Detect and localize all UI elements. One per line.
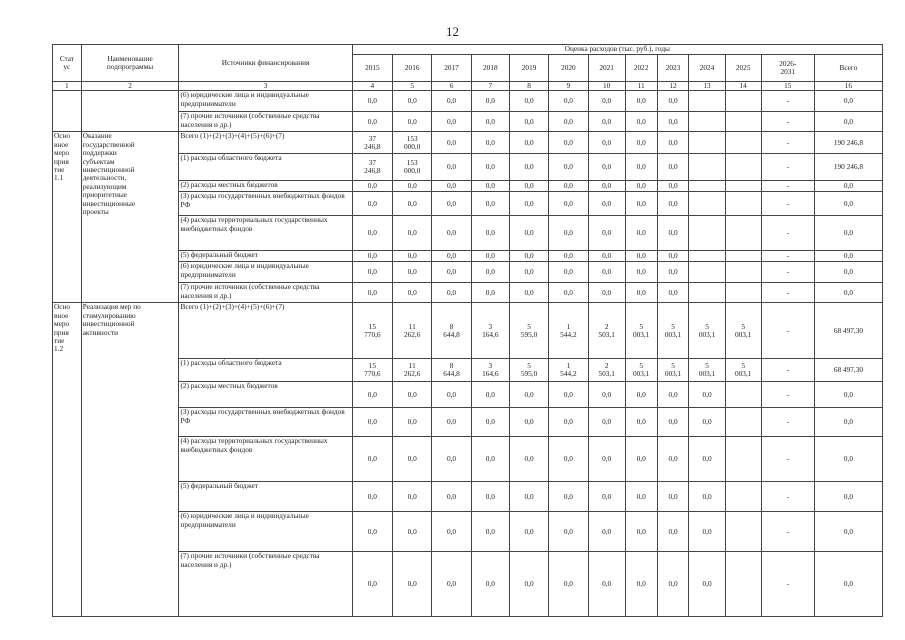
- value-cell: 5 003,1: [625, 303, 657, 359]
- value-cell: [689, 154, 725, 181]
- value-cell: 0,0: [657, 91, 689, 112]
- value-cell: 153 000,0: [393, 132, 432, 154]
- value-cell: -: [761, 216, 814, 251]
- value-cell: 0,0: [588, 408, 625, 437]
- status-header: Стат ус: [53, 45, 82, 82]
- value-cell: 0,0: [471, 382, 509, 408]
- value-cell: 0,0: [432, 408, 471, 437]
- page-number: 12: [446, 24, 459, 39]
- value-cell: 0,0: [588, 181, 625, 192]
- value-cell: 0,0: [509, 382, 548, 408]
- value-cell: 0,0: [625, 91, 657, 112]
- value-cell: 0,0: [432, 154, 471, 181]
- value-cell: 0,0: [471, 154, 509, 181]
- value-cell: 0,0: [814, 482, 882, 512]
- value-cell: 0,0: [588, 283, 625, 303]
- year-header: 2015: [352, 55, 392, 82]
- year-header: 2018: [471, 55, 509, 82]
- value-cell: 0,0: [432, 91, 471, 112]
- value-cell: 3 164,6: [471, 359, 509, 382]
- value-cell: 0,0: [588, 552, 625, 617]
- value-cell: 0,0: [549, 251, 588, 262]
- value-cell: 0,0: [814, 283, 882, 303]
- value-cell: 0,0: [352, 112, 392, 132]
- value-cell: 0,0: [352, 437, 392, 482]
- value-cell: [725, 192, 761, 216]
- subprogram-name: [81, 91, 179, 132]
- column-number: 14: [725, 82, 761, 91]
- value-cell: 0,0: [509, 216, 548, 251]
- value-cell: [725, 91, 761, 112]
- value-cell: 0,0: [689, 482, 725, 512]
- value-cell: -: [761, 91, 814, 112]
- value-cell: 15 770,6: [352, 359, 392, 382]
- value-cell: 0,0: [432, 181, 471, 192]
- value-cell: 0,0: [393, 181, 432, 192]
- funding-source: (7) прочие источники (собственные средства населения и др.): [179, 552, 352, 617]
- value-cell: 0,0: [588, 91, 625, 112]
- value-cell: 190 246,8: [814, 154, 882, 181]
- value-cell: 0,0: [432, 262, 471, 283]
- value-cell: 0,0: [352, 382, 392, 408]
- value-cell: 0,0: [393, 262, 432, 283]
- value-cell: 0,0: [352, 552, 392, 617]
- estimate-header: Оценка расходов (тыс. руб.), годы: [352, 45, 882, 55]
- year-header: 2024: [689, 55, 725, 82]
- value-cell: [725, 262, 761, 283]
- value-cell: 0,0: [588, 437, 625, 482]
- funding-source: (5) федеральный бюджет: [179, 251, 352, 262]
- funding-source: (1) расходы областного бюджета: [179, 359, 352, 382]
- subprogram-header: Наименование подпрограммы: [81, 45, 179, 82]
- year-header: 2020: [549, 55, 588, 82]
- value-cell: [689, 262, 725, 283]
- year-header: 2016: [393, 55, 432, 82]
- year-header: 2019: [509, 55, 548, 82]
- value-cell: 0,0: [689, 437, 725, 482]
- column-number: 4: [352, 82, 392, 91]
- value-cell: 0,0: [432, 482, 471, 512]
- value-cell: 0,0: [549, 512, 588, 552]
- column-number: 2: [81, 82, 179, 91]
- value-cell: 0,0: [471, 181, 509, 192]
- budget-table: [52, 44, 883, 617]
- value-cell: 5 003,1: [689, 359, 725, 382]
- value-cell: [725, 552, 761, 617]
- value-cell: 0,0: [657, 512, 689, 552]
- value-cell: 0,0: [625, 132, 657, 154]
- value-cell: 0,0: [471, 408, 509, 437]
- value-cell: 0,0: [588, 251, 625, 262]
- value-cell: 0,0: [352, 91, 392, 112]
- value-cell: 0,0: [814, 437, 882, 482]
- value-cell: [725, 512, 761, 552]
- value-cell: 0,0: [393, 283, 432, 303]
- value-cell: 0,0: [471, 283, 509, 303]
- value-cell: 1 544,2: [549, 303, 588, 359]
- value-cell: 0,0: [549, 408, 588, 437]
- column-number: 15: [761, 82, 814, 91]
- funding-source: (6) юридические лица и индивидуальные предприниматели: [179, 91, 352, 112]
- value-cell: 0,0: [509, 112, 548, 132]
- column-number: 16: [814, 82, 882, 91]
- value-cell: -: [761, 552, 814, 617]
- value-cell: 0,0: [509, 251, 548, 262]
- value-cell: [689, 251, 725, 262]
- funding-source: (5) федеральный бюджет: [179, 482, 352, 512]
- value-cell: [725, 283, 761, 303]
- value-cell: 0,0: [471, 132, 509, 154]
- value-cell: 1 544,2: [549, 359, 588, 382]
- value-cell: 0,0: [509, 437, 548, 482]
- value-cell: 0,0: [814, 112, 882, 132]
- funding-source: (2) расходы местных бюджетов: [179, 181, 352, 192]
- value-cell: 0,0: [509, 552, 548, 617]
- value-cell: 37 246,8: [352, 154, 392, 181]
- value-cell: 0,0: [393, 216, 432, 251]
- value-cell: 0,0: [352, 512, 392, 552]
- value-cell: 0,0: [432, 382, 471, 408]
- value-cell: 0,0: [393, 512, 432, 552]
- value-cell: 0,0: [657, 408, 689, 437]
- sources-header: Источники финансирования: [179, 45, 352, 82]
- value-cell: 0,0: [432, 512, 471, 552]
- value-cell: 0,0: [588, 482, 625, 512]
- value-cell: 5 595,0: [509, 359, 548, 382]
- value-cell: 0,0: [657, 192, 689, 216]
- funding-source: (1) расходы областного бюджета: [179, 154, 352, 181]
- value-cell: 8 644,8: [432, 359, 471, 382]
- value-cell: 0,0: [471, 192, 509, 216]
- year-header: Всего: [814, 55, 882, 82]
- column-number: 13: [689, 82, 725, 91]
- value-cell: 0,0: [432, 112, 471, 132]
- value-cell: [725, 437, 761, 482]
- funding-source: (6) юридические лица и индивидуальные предприниматели: [179, 262, 352, 283]
- year-header: 2022: [625, 55, 657, 82]
- value-cell: 0,0: [352, 192, 392, 216]
- value-cell: 0,0: [549, 181, 588, 192]
- value-cell: 0,0: [814, 192, 882, 216]
- value-cell: 0,0: [432, 251, 471, 262]
- value-cell: 0,0: [432, 552, 471, 617]
- value-cell: [725, 382, 761, 408]
- subprogram-name: Оказание государственной поддержки субъектам инвестиционной деятельности, реализующим приоритетные инвестиционные проекты: [81, 132, 179, 303]
- header-row: [53, 45, 883, 55]
- value-cell: 0,0: [625, 552, 657, 617]
- funding-source: (4) расходы территориальных государственных внебюджетных фондов: [179, 437, 352, 482]
- value-cell: 0,0: [393, 482, 432, 512]
- value-cell: 0,0: [588, 262, 625, 283]
- value-cell: 0,0: [657, 112, 689, 132]
- value-cell: 0,0: [509, 283, 548, 303]
- value-cell: 5 003,1: [657, 359, 689, 382]
- value-cell: 0,0: [588, 382, 625, 408]
- value-cell: [689, 91, 725, 112]
- funding-source: (2) расходы местных бюджетов: [179, 382, 352, 408]
- value-cell: 0,0: [625, 262, 657, 283]
- value-cell: -: [761, 437, 814, 482]
- value-cell: 0,0: [689, 408, 725, 437]
- year-header: 2017: [432, 55, 471, 82]
- value-cell: [725, 132, 761, 154]
- table-row: [53, 132, 883, 154]
- value-cell: 0,0: [588, 192, 625, 216]
- value-cell: 0,0: [657, 132, 689, 154]
- column-number-row: [53, 82, 883, 91]
- value-cell: -: [761, 262, 814, 283]
- value-cell: 0,0: [549, 216, 588, 251]
- value-cell: 0,0: [352, 408, 392, 437]
- value-cell: 0,0: [657, 262, 689, 283]
- value-cell: 0,0: [588, 132, 625, 154]
- column-number: 1: [53, 82, 82, 91]
- value-cell: 0,0: [625, 154, 657, 181]
- year-header: 2021: [588, 55, 625, 82]
- value-cell: 0,0: [657, 181, 689, 192]
- value-cell: 3 164,6: [471, 303, 509, 359]
- value-cell: 0,0: [549, 437, 588, 482]
- funding-source: (3) расходы государственных внебюджетных фондов РФ: [179, 408, 352, 437]
- value-cell: 0,0: [432, 437, 471, 482]
- value-cell: [725, 482, 761, 512]
- value-cell: 2 503,1: [588, 359, 625, 382]
- value-cell: 5 003,1: [725, 303, 761, 359]
- value-cell: [725, 251, 761, 262]
- value-cell: 0,0: [588, 112, 625, 132]
- value-cell: 0,0: [549, 192, 588, 216]
- value-cell: 0,0: [509, 91, 548, 112]
- value-cell: 0,0: [393, 408, 432, 437]
- value-cell: 0,0: [625, 251, 657, 262]
- value-cell: 0,0: [471, 262, 509, 283]
- year-header: 2023: [657, 55, 689, 82]
- column-number: 7: [471, 82, 509, 91]
- funding-source: (7) прочие источники (собственные средства населения и др.): [179, 112, 352, 132]
- value-cell: 0,0: [393, 552, 432, 617]
- value-cell: 0,0: [549, 382, 588, 408]
- value-cell: 0,0: [549, 132, 588, 154]
- value-cell: 0,0: [625, 512, 657, 552]
- value-cell: 0,0: [814, 552, 882, 617]
- value-cell: [689, 216, 725, 251]
- value-cell: 0,0: [549, 482, 588, 512]
- value-cell: 0,0: [625, 408, 657, 437]
- table-row: [53, 303, 883, 359]
- value-cell: 0,0: [657, 482, 689, 512]
- value-cell: -: [761, 251, 814, 262]
- value-cell: -: [761, 132, 814, 154]
- column-number: 9: [549, 82, 588, 91]
- value-cell: 2 503,1: [588, 303, 625, 359]
- value-cell: 0,0: [393, 112, 432, 132]
- value-cell: 0,0: [549, 91, 588, 112]
- column-number: 11: [625, 82, 657, 91]
- status-cell: Осно вное меро прия тие 1.2: [53, 303, 82, 617]
- value-cell: [725, 154, 761, 181]
- value-cell: 0,0: [814, 382, 882, 408]
- value-cell: [689, 181, 725, 192]
- value-cell: 0,0: [549, 262, 588, 283]
- value-cell: 0,0: [549, 112, 588, 132]
- value-cell: 0,0: [549, 552, 588, 617]
- value-cell: 0,0: [509, 482, 548, 512]
- value-cell: [725, 181, 761, 192]
- value-cell: 153 000,0: [393, 154, 432, 181]
- value-cell: 0,0: [689, 382, 725, 408]
- value-cell: 0,0: [657, 154, 689, 181]
- column-number: 6: [432, 82, 471, 91]
- value-cell: 0,0: [549, 154, 588, 181]
- value-cell: 0,0: [689, 552, 725, 617]
- value-cell: 0,0: [471, 91, 509, 112]
- value-cell: 0,0: [509, 262, 548, 283]
- value-cell: 0,0: [432, 283, 471, 303]
- value-cell: -: [761, 192, 814, 216]
- value-cell: 0,0: [509, 408, 548, 437]
- value-cell: 68 497,30: [814, 359, 882, 382]
- value-cell: 0,0: [657, 216, 689, 251]
- column-number: 5: [393, 82, 432, 91]
- value-cell: 0,0: [814, 251, 882, 262]
- value-cell: 0,0: [509, 512, 548, 552]
- value-cell: 0,0: [432, 192, 471, 216]
- value-cell: 0,0: [352, 181, 392, 192]
- value-cell: 5 003,1: [625, 359, 657, 382]
- value-cell: 0,0: [471, 482, 509, 512]
- status-cell: Осно вное меро прия тие 1.1: [53, 132, 82, 303]
- value-cell: -: [761, 181, 814, 192]
- column-number: 12: [657, 82, 689, 91]
- value-cell: 8 644,8: [432, 303, 471, 359]
- value-cell: 0,0: [657, 251, 689, 262]
- value-cell: 0,0: [814, 91, 882, 112]
- value-cell: [689, 112, 725, 132]
- funding-source: Всего (1)+(2)+(3)+(4)+(5)+(6)+(7): [179, 132, 352, 154]
- value-cell: 0,0: [393, 382, 432, 408]
- value-cell: -: [761, 482, 814, 512]
- column-number: 3: [179, 82, 352, 91]
- column-number: 8: [509, 82, 548, 91]
- value-cell: 0,0: [549, 283, 588, 303]
- value-cell: 0,0: [471, 216, 509, 251]
- value-cell: 0,0: [625, 112, 657, 132]
- funding-source: (4) расходы территориальных государственных внебюджетных фондов: [179, 216, 352, 251]
- value-cell: -: [761, 112, 814, 132]
- value-cell: -: [761, 408, 814, 437]
- value-cell: 0,0: [509, 192, 548, 216]
- value-cell: 0,0: [352, 283, 392, 303]
- value-cell: 0,0: [352, 262, 392, 283]
- value-cell: 11 262,6: [393, 303, 432, 359]
- value-cell: 0,0: [509, 154, 548, 181]
- value-cell: 0,0: [814, 262, 882, 283]
- value-cell: [725, 408, 761, 437]
- value-cell: [689, 192, 725, 216]
- status-cell: [53, 91, 82, 132]
- year-header: 2025: [725, 55, 761, 82]
- value-cell: 0,0: [393, 437, 432, 482]
- value-cell: 0,0: [625, 216, 657, 251]
- value-cell: -: [761, 359, 814, 382]
- value-cell: 0,0: [471, 512, 509, 552]
- value-cell: -: [761, 283, 814, 303]
- value-cell: -: [761, 154, 814, 181]
- funding-source: (3) расходы государственных внебюджетных фондов РФ: [179, 192, 352, 216]
- value-cell: 0,0: [393, 91, 432, 112]
- value-cell: -: [761, 382, 814, 408]
- value-cell: 0,0: [689, 512, 725, 552]
- value-cell: 5 003,1: [689, 303, 725, 359]
- value-cell: 11 262,6: [393, 359, 432, 382]
- value-cell: 0,0: [814, 408, 882, 437]
- value-cell: 0,0: [657, 382, 689, 408]
- value-cell: 68 497,30: [814, 303, 882, 359]
- value-cell: 0,0: [588, 512, 625, 552]
- value-cell: [725, 216, 761, 251]
- value-cell: 5 003,1: [657, 303, 689, 359]
- value-cell: 0,0: [352, 482, 392, 512]
- value-cell: 0,0: [588, 154, 625, 181]
- value-cell: 0,0: [432, 132, 471, 154]
- value-cell: 0,0: [471, 112, 509, 132]
- value-cell: [725, 112, 761, 132]
- funding-source: (7) прочие источники (собственные средства населения и др.): [179, 283, 352, 303]
- value-cell: 0,0: [352, 251, 392, 262]
- value-cell: 37 246,8: [352, 132, 392, 154]
- value-cell: 0,0: [625, 382, 657, 408]
- value-cell: 0,0: [625, 437, 657, 482]
- column-number: 10: [588, 82, 625, 91]
- value-cell: 190 246,8: [814, 132, 882, 154]
- value-cell: 0,0: [625, 283, 657, 303]
- value-cell: 0,0: [471, 552, 509, 617]
- value-cell: 0,0: [471, 251, 509, 262]
- value-cell: [689, 132, 725, 154]
- funding-source: Всего (1)+(2)+(3)+(4)+(5)+(6)+(7): [179, 303, 352, 359]
- value-cell: 0,0: [588, 216, 625, 251]
- year-header: 2026- 2031: [761, 55, 814, 82]
- value-cell: 0,0: [509, 132, 548, 154]
- value-cell: 0,0: [625, 482, 657, 512]
- value-cell: 0,0: [625, 192, 657, 216]
- value-cell: 15 770,6: [352, 303, 392, 359]
- value-cell: 0,0: [471, 437, 509, 482]
- value-cell: 0,0: [814, 512, 882, 552]
- value-cell: 0,0: [814, 181, 882, 192]
- value-cell: 0,0: [352, 216, 392, 251]
- value-cell: 5 595,0: [509, 303, 548, 359]
- value-cell: 0,0: [509, 181, 548, 192]
- value-cell: 0,0: [393, 251, 432, 262]
- value-cell: 0,0: [814, 216, 882, 251]
- value-cell: 0,0: [657, 552, 689, 617]
- subprogram-name: Реализация мер по стимулированию инвестиционной активности: [81, 303, 179, 617]
- value-cell: 5 003,1: [725, 359, 761, 382]
- value-cell: -: [761, 512, 814, 552]
- value-cell: 0,0: [657, 437, 689, 482]
- table-row: [53, 91, 883, 112]
- value-cell: 0,0: [432, 216, 471, 251]
- value-cell: [689, 283, 725, 303]
- value-cell: -: [761, 303, 814, 359]
- value-cell: 0,0: [625, 181, 657, 192]
- funding-source: (6) юридические лица и индивидуальные предприниматели: [179, 512, 352, 552]
- value-cell: 0,0: [393, 192, 432, 216]
- value-cell: 0,0: [657, 283, 689, 303]
